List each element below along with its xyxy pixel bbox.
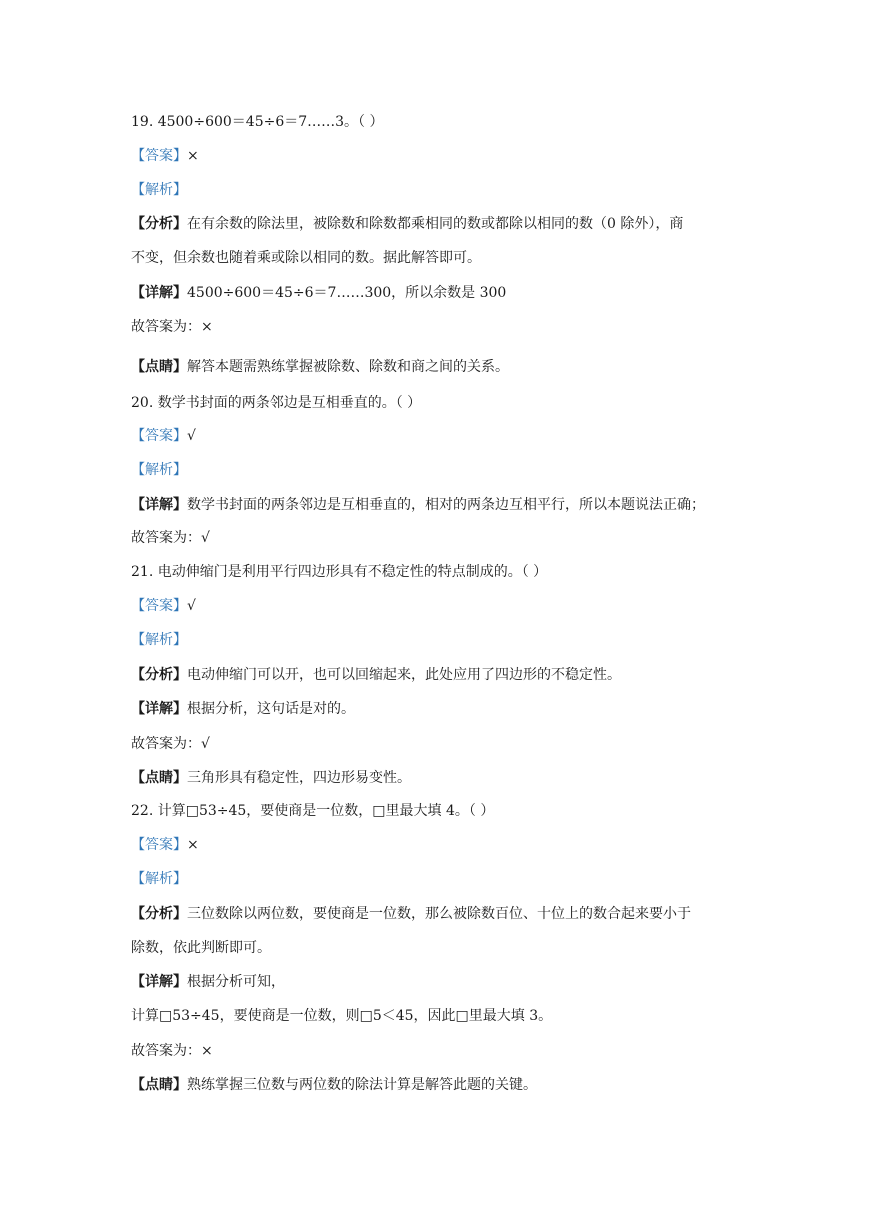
answer-value: × [187, 148, 199, 164]
answer-value: √ [187, 598, 196, 614]
question-22-fenxi-cont: 除数，依此判断即可。 [131, 940, 271, 956]
fenxi-tag: 【分析】 [131, 216, 187, 232]
question-22-stem: 22. 计算□53÷45，要使商是一位数，□里最大填 4。（ ） [131, 803, 495, 819]
question-19-analysis-tag: 【解析】 [131, 182, 187, 198]
xiangjie-tag: 【详解】 [131, 285, 187, 301]
question-21-analysis-tag: 【解析】 [131, 632, 187, 648]
xiangjie-tag: 【详解】 [131, 497, 187, 513]
question-19-fenxi-cont: 不变，但余数也随着乘或除以相同的数。据此解答即可。 [131, 250, 481, 266]
fenxi-tag: 【分析】 [131, 667, 187, 683]
question-21-conclusion: 故答案为：√ [131, 736, 210, 752]
dianjing-tag: 【点睛】 [131, 359, 187, 375]
dianjing-tag: 【点睛】 [131, 770, 187, 786]
question-20-xiangjie: 【详解】数学书封面的两条邻边是互相垂直的，相对的两条边互相平行，所以本题说法正确； [131, 497, 705, 513]
question-21-fenxi: 【分析】电动伸缩门可以开，也可以回缩起来，此处应用了四边形的不稳定性。 [131, 667, 621, 683]
fenxi-tag: 【分析】 [131, 906, 187, 922]
question-19-answer [131, 146, 749, 166]
answer-value: √ [187, 428, 196, 444]
question-19-dianjing: 【点睛】解答本题需熟练掌握被除数、除数和商之间的关系。 [131, 359, 509, 375]
question-21-answer [131, 596, 749, 616]
answer-tag: 【答案】 [131, 428, 187, 444]
question-19-stem: 19. 4500÷600＝45÷6＝7……3。（ ） [131, 114, 384, 130]
xiangjie-tag: 【详解】 [131, 974, 187, 990]
question-19-xiangjie: 【详解】4500÷600＝45÷6＝7……300，所以余数是 300 [131, 285, 507, 301]
answer-tag: 【答案】 [131, 148, 187, 164]
question-20-analysis-tag: 【解析】 [131, 462, 187, 478]
question-21-dianjing: 【点睛】三角形具有稳定性，四边形易变性。 [131, 770, 411, 786]
answer-tag: 【答案】 [131, 837, 187, 853]
question-21-xiangjie: 【详解】根据分析，这句话是对的。 [131, 701, 355, 717]
question-22-xiangjie-cont: 计算□53÷45，要使商是一位数，则□5＜45，因此□里最大填 3。 [131, 1008, 553, 1024]
question-22-conclusion: 故答案为：× [131, 1043, 213, 1059]
xiangjie-tag: 【详解】 [131, 701, 187, 717]
question-20-stem: 20. 数学书封面的两条邻边是互相垂直的。（ ） [131, 395, 422, 411]
question-21-stem: 21. 电动伸缩门是利用平行四边形具有不稳定性的特点制成的。（ ） [131, 564, 548, 580]
question-22-fenxi: 【分析】三位数除以两位数，要使商是一位数，那么被除数百位、十位上的数合起来要小于 [131, 906, 691, 922]
question-22-xiangjie: 【详解】根据分析可知， [131, 974, 285, 990]
question-20-conclusion: 故答案为：√ [131, 530, 210, 546]
question-22-analysis-tag: 【解析】 [131, 871, 187, 887]
question-22-dianjing: 【点睛】熟练掌握三位数与两位数的除法计算是解答此题的关键。 [131, 1077, 537, 1093]
question-22-answer [131, 835, 749, 855]
question-19-conclusion: 故答案为：× [131, 319, 213, 335]
question-20-answer [131, 426, 749, 446]
answer-value: × [187, 837, 199, 853]
answer-tag: 【答案】 [131, 598, 187, 614]
dianjing-tag: 【点睛】 [131, 1077, 187, 1093]
question-19-fenxi: 【分析】在有余数的除法里，被除数和除数都乘相同的数或都除以相同的数（0 除外），商 [131, 216, 684, 232]
